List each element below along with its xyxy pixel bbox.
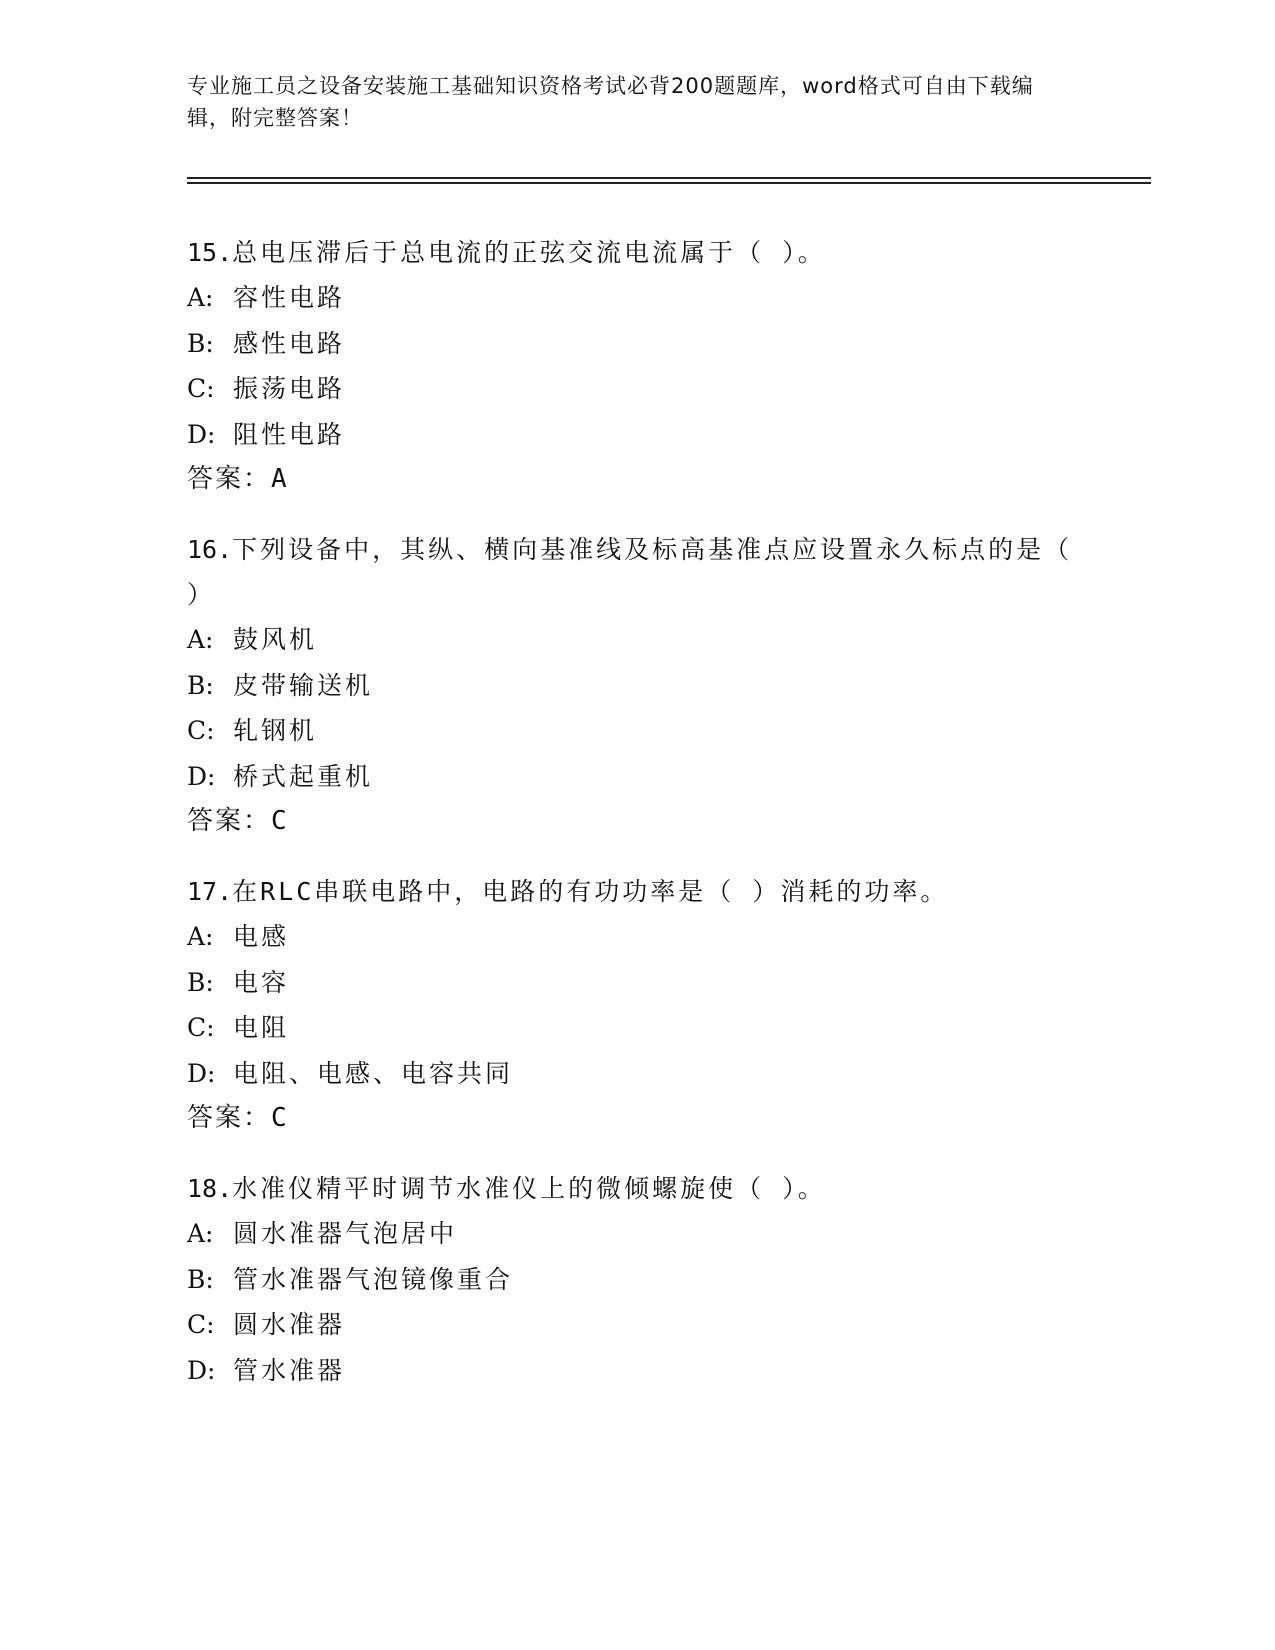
option-d	[187, 1348, 1087, 1394]
option-letter: B:	[187, 328, 214, 358]
option-text: 桥式起重机	[233, 761, 374, 791]
option-letter: B:	[187, 967, 214, 997]
option-c	[187, 366, 1087, 412]
option-text: 电感	[233, 922, 290, 951]
question-text	[187, 527, 1087, 617]
answer-line	[187, 457, 1087, 502]
question-list	[187, 230, 1087, 1418]
question-number: 16.	[187, 535, 233, 564]
option-text: 管水准器	[233, 1355, 346, 1385]
option-a	[187, 914, 1087, 960]
question-stem: 水准仪精平时调节水准仪上的微倾螺旋使（ ）。	[232, 1174, 826, 1203]
answer-label: 答案：	[187, 806, 272, 836]
option-d	[187, 1051, 1087, 1097]
option-letter: D:	[187, 419, 216, 449]
question-stem: 在RLC串联电路中，电路的有功功率是（ ）消耗的功率。	[232, 877, 949, 906]
option-text: 电阻、电感、电容共同	[233, 1058, 514, 1088]
option-text: 轧钢机	[233, 716, 318, 745]
option-text: 振荡电路	[233, 374, 346, 403]
question-number: 15.	[187, 238, 233, 267]
answer-label: 答案：	[187, 1103, 272, 1133]
option-letter: D:	[187, 1058, 216, 1088]
option-letter: D:	[187, 761, 216, 791]
answer-line	[187, 1096, 1087, 1141]
question-number: 18.	[187, 1174, 233, 1203]
option-text: 管水准器气泡镜像重合	[233, 1264, 514, 1294]
question-text	[187, 869, 1087, 914]
option-b	[187, 663, 1087, 709]
option-letter: B:	[187, 1264, 214, 1294]
answer-label: 答案：	[187, 464, 272, 494]
question-18	[187, 1166, 1087, 1393]
option-text: 感性电路	[233, 328, 346, 358]
question-stem: 下列设备中，其纵、横向基准线及标高基准点应设置永久标点的是（ ）	[187, 535, 1073, 609]
option-text: 皮带输送机	[233, 670, 374, 700]
option-letter: B:	[187, 670, 214, 700]
question-text	[187, 1166, 1087, 1211]
question-stem: 总电压滞后于总电流的正弦交流电流属于（ ）。	[232, 238, 826, 267]
question-15	[187, 230, 1087, 502]
option-letter: A:	[187, 922, 214, 951]
option-letter: C:	[187, 1013, 215, 1042]
option-a	[187, 617, 1087, 663]
question-17	[187, 869, 1087, 1141]
option-letter: A:	[187, 1219, 214, 1248]
option-letter: D:	[187, 1355, 216, 1385]
option-text: 圆水准器	[233, 1310, 346, 1339]
option-d	[187, 754, 1087, 800]
option-text: 鼓风机	[233, 625, 318, 654]
option-a	[187, 1211, 1087, 1257]
option-text: 容性电路	[233, 283, 346, 312]
question-number: 17.	[187, 877, 233, 906]
header-divider-top	[187, 177, 1151, 179]
option-b	[187, 1257, 1087, 1303]
option-letter: C:	[187, 374, 215, 403]
option-text: 电容	[233, 967, 290, 997]
answer-value: C	[271, 1103, 289, 1133]
option-c	[187, 1302, 1087, 1348]
option-text: 电阻	[233, 1013, 290, 1042]
question-text	[187, 230, 1087, 275]
question-16	[187, 527, 1087, 844]
option-letter: A:	[187, 283, 214, 312]
option-d	[187, 412, 1087, 458]
option-a	[187, 275, 1087, 321]
option-b	[187, 960, 1087, 1006]
option-c	[187, 1005, 1087, 1051]
document-header: 专业施工员之设备安装施工基础知识资格考试必背200题题库，word格式可自由下载编辑，附完整答案！	[187, 74, 1034, 130]
option-c	[187, 708, 1087, 754]
answer-value: A	[271, 464, 289, 494]
answer-line	[187, 799, 1087, 844]
option-letter: C:	[187, 716, 215, 745]
option-text: 圆水准器气泡居中	[233, 1219, 458, 1248]
answer-value: C	[271, 806, 289, 836]
option-b	[187, 321, 1087, 367]
header-divider-bottom	[187, 182, 1151, 184]
option-text: 阻性电路	[233, 419, 346, 449]
option-letter: A:	[187, 625, 214, 654]
option-letter: C:	[187, 1310, 215, 1339]
